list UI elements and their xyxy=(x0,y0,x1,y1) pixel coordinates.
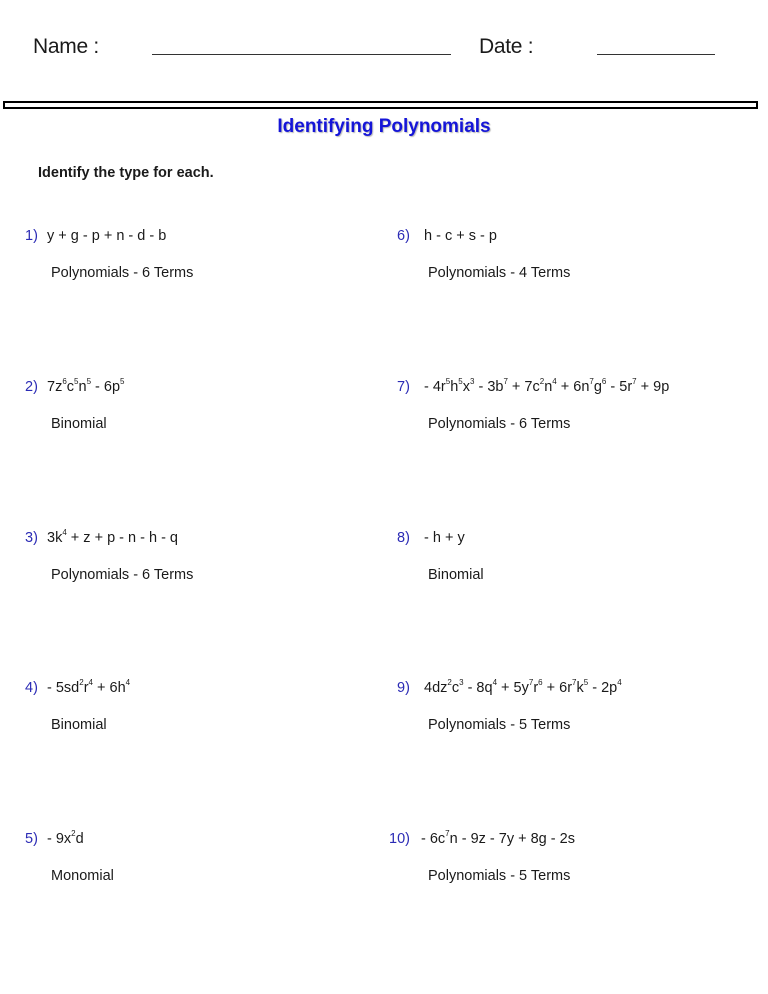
exponent: 4 xyxy=(617,678,622,687)
polynomial-expression: $3k^4 + z + p - n - h - q$ xyxy=(47,528,178,546)
exponent: 4 xyxy=(62,528,67,537)
problem-number: 9) xyxy=(397,680,410,696)
question-line xyxy=(397,530,465,546)
question-line xyxy=(397,228,497,244)
exponent: 7 xyxy=(572,678,577,687)
problem-number: 1) xyxy=(25,228,38,244)
exponent: 4 xyxy=(125,678,131,687)
problem-number: 6) xyxy=(397,228,410,244)
exponent: 2 xyxy=(539,377,545,386)
answer-text: Polynomials - 6 Terms xyxy=(51,265,194,281)
question-line xyxy=(25,228,166,244)
exponent: 6 xyxy=(538,678,543,687)
answer-text: Polynomials - 5 Terms xyxy=(428,717,571,733)
exponent: 5 xyxy=(74,377,79,386)
answer-text: Binomial xyxy=(51,717,107,733)
question-line xyxy=(25,680,130,696)
exponent: 6 xyxy=(601,377,607,386)
answer-text: Binomial xyxy=(428,567,484,583)
question-line xyxy=(25,831,84,847)
header-divider xyxy=(3,101,758,109)
worksheet-title: Identifying Polynomials xyxy=(277,116,491,137)
polynomial-expression: - $4r^5h^5x^3 - 3b^7 + 7c^2n^4 + 6n^7g^6 - 5r^7 + 9p$ xyxy=(424,377,670,395)
problem-number: 3) xyxy=(25,530,38,546)
exponent: 7 xyxy=(589,377,594,386)
polynomial-expression: h - c + s - p xyxy=(424,228,497,244)
exponent: 3 xyxy=(459,678,464,687)
exponent: 7 xyxy=(445,829,450,838)
problem-number: 4) xyxy=(25,680,38,696)
answer-text: Binomial xyxy=(51,416,107,432)
exponent: 2 xyxy=(79,678,84,687)
problem-number: 5) xyxy=(25,831,38,847)
question-line xyxy=(25,530,178,546)
name-blank-line[interactable] xyxy=(152,54,451,55)
answer-text: Polynomials - 6 Terms xyxy=(51,567,194,583)
exponent: 6 xyxy=(62,377,67,386)
answer-text: Polynomials - 4 Terms xyxy=(428,265,571,281)
exponent: 5 xyxy=(458,377,463,386)
polynomial-expression: - $6c^7n - 9z - 7y + 8g - 2s$ xyxy=(421,829,575,847)
exponent: 7 xyxy=(632,377,637,386)
exponent: 4 xyxy=(88,678,93,687)
problem-number: 8) xyxy=(397,530,410,546)
answer-text: Monomial xyxy=(51,868,114,884)
problem-number: 7) xyxy=(397,379,410,395)
date-blank-line[interactable] xyxy=(597,54,715,55)
exponent: 5 xyxy=(583,678,589,687)
question-line xyxy=(25,379,124,395)
problem-number: 2) xyxy=(25,379,38,395)
name-label: Name : xyxy=(33,35,99,58)
polynomial-expression: - h + y xyxy=(424,530,465,546)
answer-text: Polynomials - 6 Terms xyxy=(428,416,571,432)
exponent: 7 xyxy=(528,678,534,687)
polynomial-expression: y + g - p + n - d - b xyxy=(47,228,167,244)
instructions: Identify the type for each. xyxy=(38,165,214,181)
exponent: 3 xyxy=(469,377,475,386)
question-line xyxy=(397,379,669,395)
date-label: Date : xyxy=(479,35,534,58)
exponent: 4 xyxy=(552,377,557,386)
problem-number: 10) xyxy=(389,831,410,847)
exponent: 2 xyxy=(71,829,76,838)
polynomial-expression: - $9x^2d$ xyxy=(47,829,84,847)
polynomial-expression: - $5sd^2r^4 + 6h^4$ xyxy=(47,678,131,696)
exponent: 4 xyxy=(492,678,498,687)
question-line xyxy=(397,680,622,696)
answer-text: Polynomials - 5 Terms xyxy=(428,868,571,884)
exponent: 5 xyxy=(120,377,125,386)
exponent: 5 xyxy=(445,377,451,386)
exponent: 5 xyxy=(86,377,92,386)
exponent: 7 xyxy=(503,377,508,386)
polynomial-expression: $7z^6c^5n^5 - 6p^5$ xyxy=(47,377,125,395)
question-line xyxy=(389,831,575,847)
exponent: 2 xyxy=(447,678,452,687)
polynomial-expression: $4dz^2c^3 - 8q^4 + 5y^7r^6 + 6r^7k^5 - 2p^4$ xyxy=(424,678,622,696)
